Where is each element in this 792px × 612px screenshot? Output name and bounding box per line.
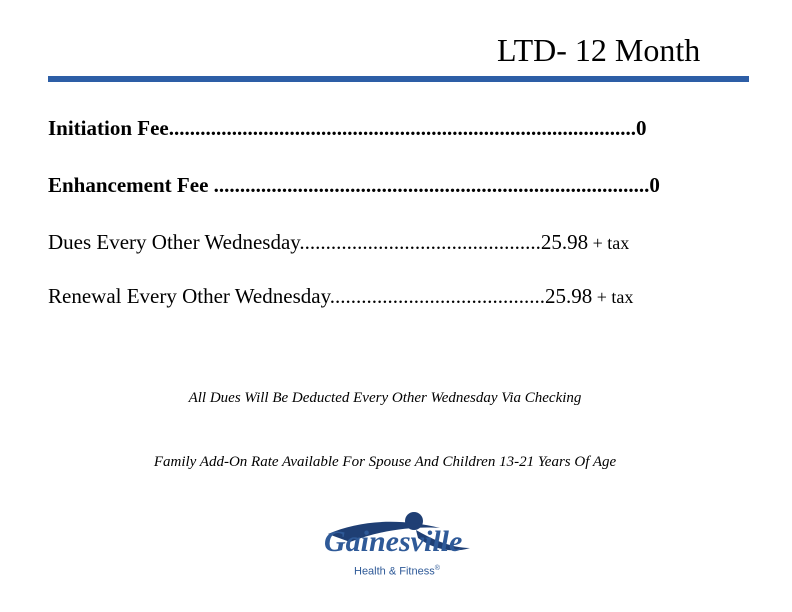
page-title: LTD- 12 Month (497, 32, 701, 68)
fee-value: 25.98 (544, 284, 593, 308)
logo-wordmark: Gainesville (324, 525, 463, 558)
leader-dots: .............................................. (299, 230, 541, 254)
fee-value: 0 (649, 173, 660, 197)
fee-label: Initiation Fee (48, 116, 169, 140)
logo-tagline-text: Health & Fitness (354, 565, 435, 578)
logo-tagline (354, 562, 440, 579)
leader-dots: ......................................... (329, 284, 545, 308)
fee-value: 25.98 (540, 230, 589, 254)
gainesville-logo (320, 508, 500, 580)
fee-row-dues (48, 229, 758, 256)
title-divider (48, 76, 749, 82)
fee-label: Enhancement Fee (48, 173, 214, 197)
registered-mark: ® (434, 565, 440, 572)
fee-row-initiation (48, 115, 758, 141)
fee-label: Dues Every Other Wednesday (48, 230, 300, 254)
fee-label: Renewal Every Other Wednesday (48, 284, 330, 308)
fee-row-enhancement (48, 172, 758, 198)
fee-row-renewal (48, 283, 760, 310)
deduction-note: All Dues Will Be Deducted Every Other Wednesday Via Checking (188, 390, 582, 406)
fee-suffix: + tax (592, 287, 634, 307)
leader-dots: ......................................................................................... (168, 116, 636, 140)
fee-suffix: + tax (588, 233, 630, 253)
fee-value: 0 (636, 116, 647, 140)
family-rate-note: Family Add-On Rate Available For Spouse And Children 13-21 Years Of Age (153, 454, 617, 470)
leader-dots: ................................................................................... (213, 173, 650, 197)
